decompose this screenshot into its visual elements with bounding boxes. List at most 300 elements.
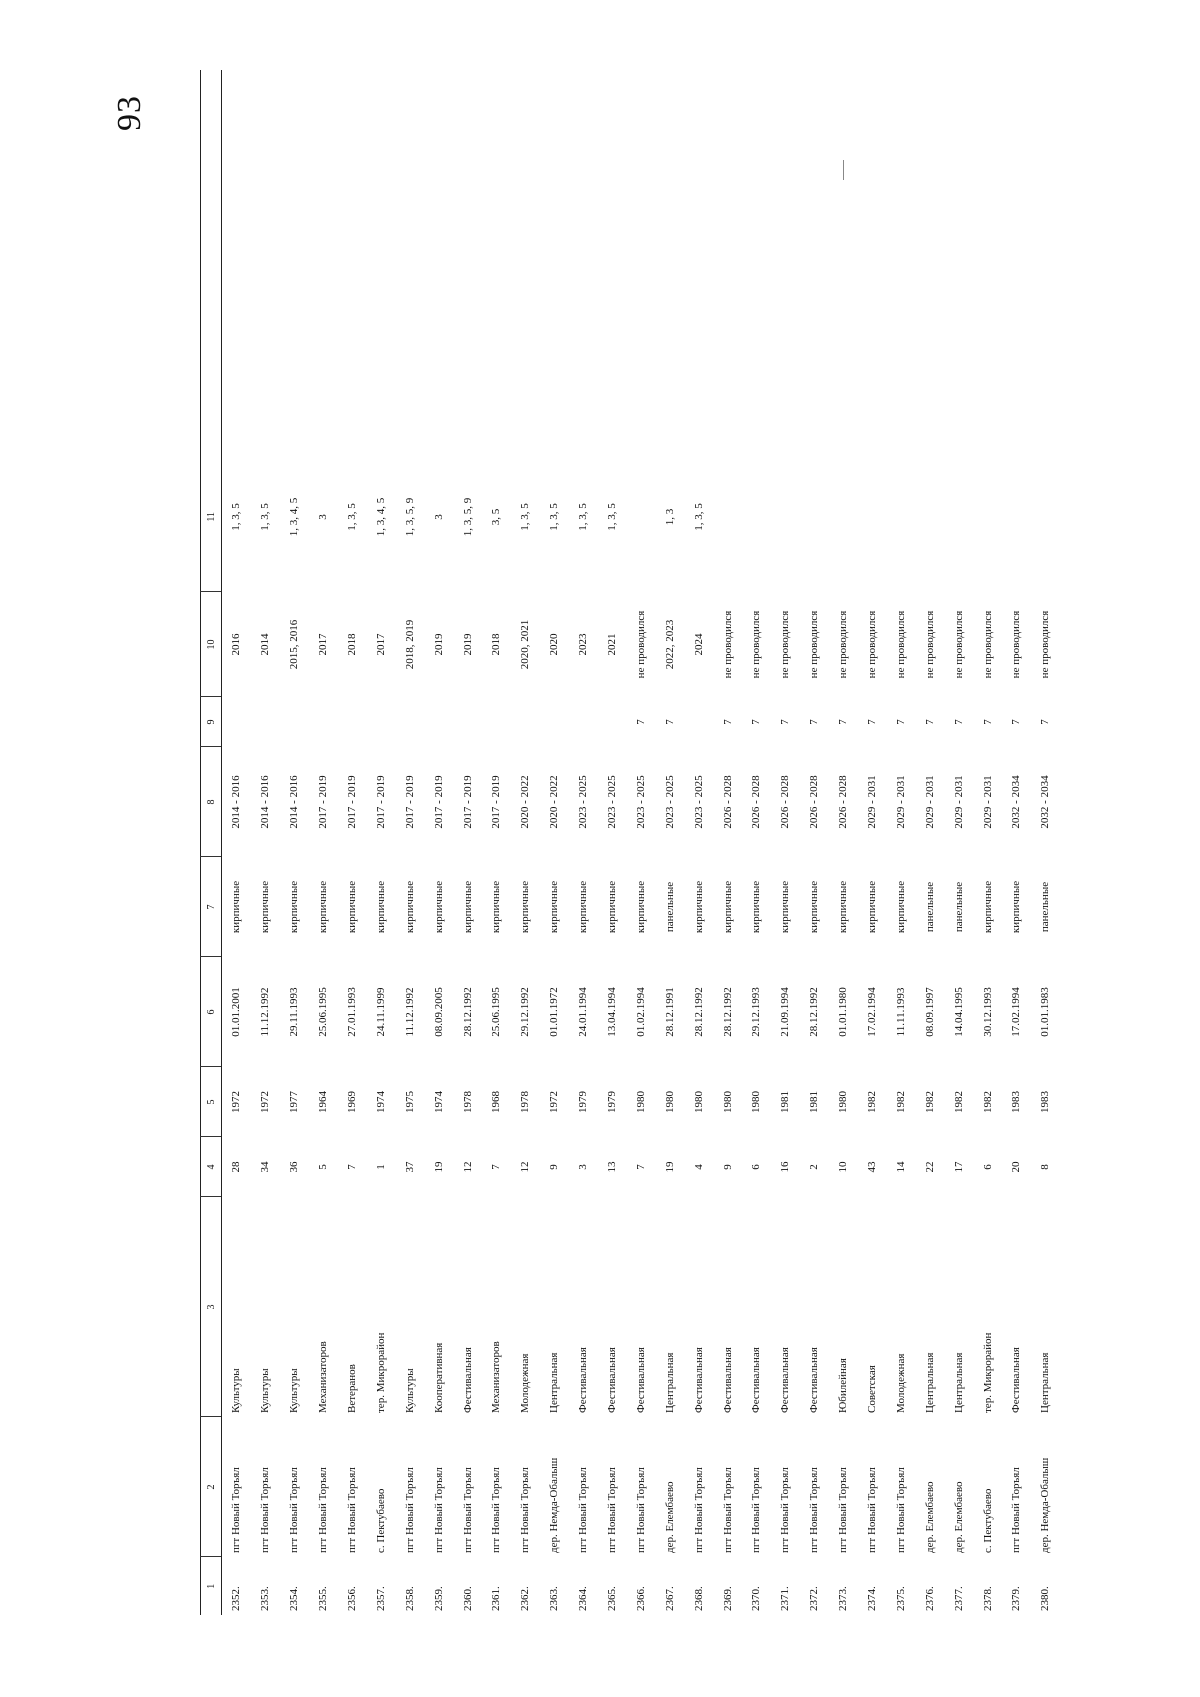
row-number-cell: 2374. bbox=[866, 1586, 879, 1611]
wall-material-cell: кирпичные bbox=[837, 880, 850, 934]
column-11-cell: 1, 3, 5 bbox=[259, 503, 272, 531]
row-number-cell: 2361. bbox=[490, 1586, 503, 1611]
house-number-cell: 8 bbox=[1039, 1164, 1052, 1170]
column-11-cell: 3 bbox=[432, 514, 445, 520]
row-number-cell: 2365. bbox=[606, 1586, 619, 1611]
date-cell: 08.09.2005 bbox=[432, 987, 445, 1037]
period-cell: 2017 - 2019 bbox=[403, 775, 416, 829]
row-number-cell: 2354. bbox=[288, 1586, 301, 1611]
column-11-cell: 1, 3, 5 bbox=[692, 503, 705, 531]
column-10-cell: не проводился bbox=[981, 610, 994, 679]
empty-cell bbox=[944, 70, 973, 442]
build-year-cell: 1972 bbox=[548, 1091, 561, 1113]
column-9-cell: 7 bbox=[808, 719, 821, 725]
column-11-cell: 3 bbox=[317, 514, 330, 520]
wall-material-cell: кирпичные bbox=[981, 880, 994, 934]
empty-cell bbox=[511, 70, 540, 442]
row-number-cell: 2367. bbox=[663, 1586, 676, 1611]
period-cell: 2023 - 2025 bbox=[663, 775, 676, 829]
build-year-cell: 1981 bbox=[808, 1091, 821, 1113]
column-header: 10 bbox=[201, 592, 222, 697]
wall-material-cell: кирпичные bbox=[548, 880, 561, 934]
column-10-cell: 2018, 2019 bbox=[403, 619, 416, 670]
column-9-cell: 7 bbox=[981, 719, 994, 725]
empty-cell bbox=[280, 70, 309, 442]
empty-cell bbox=[540, 70, 569, 442]
row-number-cell: 2363. bbox=[548, 1586, 561, 1611]
empty-cell bbox=[395, 70, 424, 442]
build-year-cell: 1980 bbox=[692, 1091, 705, 1113]
street-cell: Кооперативная bbox=[432, 1342, 445, 1413]
street-cell: Центральная bbox=[548, 1352, 561, 1413]
column-11-cell bbox=[829, 442, 858, 592]
date-cell: 28.12.1992 bbox=[461, 987, 474, 1037]
house-number-cell: 10 bbox=[837, 1161, 850, 1173]
column-11-cell bbox=[742, 442, 771, 592]
street-cell: Центральная bbox=[952, 1352, 965, 1413]
column-9-cell: 7 bbox=[952, 719, 965, 725]
street-cell: Фестивальная bbox=[1010, 1347, 1023, 1413]
column-9-cell: 7 bbox=[1039, 719, 1052, 725]
settlement-cell: пгт Новый Торъял bbox=[403, 1467, 416, 1553]
empty-cell bbox=[569, 70, 598, 442]
date-cell: 24.01.1994 bbox=[577, 987, 590, 1037]
row-number-cell: 2375. bbox=[894, 1586, 907, 1611]
column-10-cell: не проводился bbox=[923, 610, 936, 679]
column-9-cell bbox=[482, 697, 511, 747]
column-11-cell: 3, 5 bbox=[490, 508, 503, 526]
settlement-cell: пгт Новый Торъял bbox=[490, 1467, 503, 1553]
settlement-cell: пгт Новый Торъял bbox=[721, 1467, 734, 1553]
table-row bbox=[713, 70, 742, 1615]
street-cell: Культуры bbox=[403, 1368, 416, 1413]
house-number-cell: 7 bbox=[490, 1164, 503, 1170]
column-10-cell: не проводился bbox=[894, 610, 907, 679]
wall-material-cell: кирпичные bbox=[346, 880, 358, 934]
column-9-cell: 7 bbox=[1010, 719, 1023, 725]
house-number-cell: 22 bbox=[923, 1161, 936, 1173]
wall-material-cell: панельные bbox=[952, 881, 965, 933]
column-header: 1 bbox=[201, 1557, 222, 1615]
wall-material-cell: кирпичные bbox=[317, 880, 330, 934]
settlement-cell: пгт Новый Торъял bbox=[346, 1467, 358, 1553]
street-cell: Культуры bbox=[288, 1368, 301, 1413]
street-cell: Культуры bbox=[230, 1368, 243, 1413]
column-9-cell: 7 bbox=[894, 719, 907, 725]
table-row bbox=[800, 70, 829, 1615]
date-cell: 14.04.1995 bbox=[952, 987, 965, 1037]
column-11-cell bbox=[858, 442, 887, 592]
column-header: 8 bbox=[201, 747, 222, 857]
period-cell: 2029 - 2031 bbox=[866, 775, 879, 829]
column-11-cell: 1, 3, 5, 9 bbox=[403, 497, 416, 537]
date-cell: 11.12.1992 bbox=[259, 987, 272, 1037]
period-cell: 2026 - 2028 bbox=[721, 775, 734, 829]
period-cell: 2026 - 2028 bbox=[808, 775, 821, 829]
settlement-cell: пгт Новый Торъял bbox=[230, 1467, 243, 1553]
table-row bbox=[598, 70, 627, 1615]
settlement-cell: пгт Новый Торъял bbox=[692, 1467, 705, 1553]
wall-material-cell: кирпичные bbox=[490, 880, 503, 934]
period-cell: 2032 - 2034 bbox=[1010, 775, 1023, 829]
date-cell: 28.12.1992 bbox=[692, 987, 705, 1037]
street-cell: Фестивальная bbox=[750, 1347, 763, 1413]
date-cell: 17.02.1994 bbox=[1010, 987, 1023, 1037]
table-row bbox=[366, 70, 395, 1615]
house-number-cell: 13 bbox=[606, 1161, 619, 1173]
row-number-cell: 2368. bbox=[692, 1586, 705, 1611]
column-10-cell: 2018 bbox=[346, 633, 358, 656]
column-10-cell: не проводился bbox=[779, 610, 792, 679]
column-9-cell: 7 bbox=[923, 719, 936, 725]
column-9-cell bbox=[511, 697, 540, 747]
row-number-cell: 2377. bbox=[952, 1586, 965, 1611]
period-cell: 2017 - 2019 bbox=[317, 775, 330, 829]
column-9-cell bbox=[598, 697, 627, 747]
period-cell: 2023 - 2025 bbox=[577, 775, 590, 829]
table-row bbox=[1002, 70, 1031, 1615]
table-row bbox=[511, 70, 540, 1615]
row-number-cell: 2353. bbox=[259, 1586, 272, 1611]
row-number-cell: 2364. bbox=[577, 1586, 590, 1611]
settlement-cell: пгт Новый Торъял bbox=[837, 1467, 850, 1553]
column-11-cell bbox=[915, 442, 944, 592]
column-11-cell bbox=[626, 442, 655, 592]
column-10-cell: 2017 bbox=[374, 633, 387, 656]
row-number-cell: 2380. bbox=[1039, 1586, 1052, 1611]
column-9-cell bbox=[309, 697, 338, 747]
column-11-cell bbox=[1031, 442, 1060, 592]
settlement-cell: пгт Новый Торъял bbox=[288, 1467, 301, 1553]
empty-cell bbox=[222, 70, 251, 442]
settlement-cell: пгт Новый Торъял bbox=[461, 1467, 474, 1553]
street-cell: тер. Микрорайон bbox=[981, 1332, 994, 1413]
empty-cell bbox=[771, 70, 800, 442]
date-cell: 08.09.1997 bbox=[923, 987, 936, 1037]
build-year-cell: 1979 bbox=[606, 1091, 619, 1113]
wall-material-cell: кирпичные bbox=[692, 880, 705, 934]
street-cell: Культуры bbox=[259, 1368, 272, 1413]
column-10-cell: 2022, 2023 bbox=[663, 619, 676, 670]
row-number-cell: 2362. bbox=[519, 1586, 532, 1611]
house-number-cell: 19 bbox=[663, 1161, 676, 1173]
column-9-cell bbox=[395, 697, 424, 747]
row-number-cell: 2371. bbox=[779, 1586, 792, 1611]
column-11-cell: 1, 3, 4, 5 bbox=[288, 497, 301, 537]
table-row bbox=[251, 70, 280, 1615]
column-10-cell: не проводился bbox=[1010, 610, 1023, 679]
settlement-cell: дер. Немда-Обалыш bbox=[1039, 1457, 1052, 1553]
empty-cell bbox=[655, 70, 684, 442]
date-cell: 01.01.1980 bbox=[837, 987, 850, 1037]
house-number-cell: 12 bbox=[461, 1161, 474, 1173]
column-10-cell: 2024 bbox=[692, 633, 705, 656]
period-cell: 2017 - 2019 bbox=[490, 775, 503, 829]
row-number-cell: 2360. bbox=[461, 1586, 474, 1611]
table-row bbox=[886, 70, 915, 1615]
table-row bbox=[684, 70, 713, 1615]
street-cell: Молодежная bbox=[519, 1353, 532, 1413]
build-year-cell: 1968 bbox=[490, 1091, 503, 1113]
date-cell: 24.11.1999 bbox=[374, 987, 387, 1037]
table-row bbox=[973, 70, 1002, 1615]
build-year-cell: 1982 bbox=[952, 1091, 965, 1113]
column-10-cell: 2018 bbox=[490, 633, 503, 656]
column-10-cell: 2017 bbox=[317, 633, 330, 656]
date-cell: 25.06.1995 bbox=[317, 987, 330, 1037]
column-11-cell: 1, 3, 5 bbox=[346, 503, 358, 531]
settlement-cell: пгт Новый Торъял bbox=[750, 1467, 763, 1553]
build-year-cell: 1974 bbox=[374, 1091, 387, 1113]
period-cell: 2014 - 2016 bbox=[259, 775, 272, 829]
row-number-cell: 2359. bbox=[432, 1586, 445, 1611]
period-cell: 2017 - 2019 bbox=[461, 775, 474, 829]
empty-cell bbox=[713, 70, 742, 442]
column-9-cell: 7 bbox=[721, 719, 734, 725]
column-11-cell: 1, 3, 5 bbox=[577, 503, 590, 531]
house-number-cell: 4 bbox=[692, 1164, 705, 1170]
table-row bbox=[395, 70, 424, 1615]
settlement-cell: пгт Новый Торъял bbox=[894, 1467, 907, 1553]
column-header: 9 bbox=[201, 697, 222, 747]
wall-material-cell: панельные bbox=[663, 881, 676, 933]
settlement-cell: пгт Новый Торъял bbox=[259, 1467, 272, 1553]
table-row bbox=[540, 70, 569, 1615]
empty-cell bbox=[1002, 70, 1031, 442]
date-cell: 29.12.1992 bbox=[519, 987, 532, 1037]
column-9-cell bbox=[280, 697, 309, 747]
row-number-cell: 2372. bbox=[808, 1586, 821, 1611]
build-year-cell: 1977 bbox=[288, 1091, 301, 1113]
build-year-cell: 1981 bbox=[779, 1091, 792, 1113]
house-number-cell: 9 bbox=[548, 1164, 561, 1170]
column-11-cell bbox=[800, 442, 829, 592]
settlement-cell: пгт Новый Торъял bbox=[808, 1467, 821, 1553]
table-row bbox=[453, 70, 482, 1615]
settlement-cell: дер. Елембаево bbox=[923, 1481, 936, 1553]
period-cell: 2014 - 2016 bbox=[288, 775, 301, 829]
wall-material-cell: панельные bbox=[1039, 881, 1052, 933]
empty-cell bbox=[366, 70, 395, 442]
row-number-cell: 2376. bbox=[923, 1586, 936, 1611]
empty-cell bbox=[598, 70, 627, 442]
settlement-cell: дер. Елембаево bbox=[663, 1481, 676, 1553]
row-number-cell: 2366. bbox=[634, 1586, 647, 1611]
house-number-cell: 5 bbox=[317, 1164, 330, 1170]
street-cell: Юбилейная bbox=[837, 1358, 850, 1413]
date-cell: 30.12.1993 bbox=[981, 987, 994, 1037]
period-cell: 2017 - 2019 bbox=[374, 775, 387, 829]
settlement-cell: с. Пектубаево bbox=[981, 1488, 994, 1553]
table-row bbox=[944, 70, 973, 1615]
column-10-cell: 2020, 2021 bbox=[519, 619, 532, 670]
house-number-cell: 3 bbox=[577, 1164, 590, 1170]
house-number-cell: 1 bbox=[374, 1164, 387, 1170]
column-9-cell: 7 bbox=[866, 719, 879, 725]
settlement-cell: пгт Новый Торъял bbox=[779, 1467, 792, 1553]
page-number: 93 bbox=[111, 95, 148, 131]
date-cell: 28.12.1991 bbox=[663, 987, 676, 1037]
build-year-cell: 1980 bbox=[721, 1091, 734, 1113]
settlement-cell: пгт Новый Торъял bbox=[432, 1467, 445, 1553]
house-number-cell: 14 bbox=[894, 1161, 907, 1173]
column-9-cell: 7 bbox=[779, 719, 792, 725]
street-cell: Фестивальная bbox=[606, 1347, 619, 1413]
column-11-cell: 1, 3, 5 bbox=[230, 503, 243, 531]
build-year-cell: 1969 bbox=[346, 1091, 358, 1113]
column-header: 6 bbox=[201, 957, 222, 1067]
date-cell: 21.09.1994 bbox=[779, 987, 792, 1037]
column-10-cell: 2020 bbox=[548, 633, 561, 656]
date-cell: 17.02.1994 bbox=[866, 987, 879, 1037]
build-year-cell: 1978 bbox=[461, 1091, 474, 1113]
row-number-cell: 2373. bbox=[837, 1586, 850, 1611]
column-9-cell bbox=[684, 697, 713, 747]
table-body bbox=[222, 70, 1060, 1615]
period-cell: 2026 - 2028 bbox=[750, 775, 763, 829]
build-year-cell: 1982 bbox=[866, 1091, 879, 1113]
empty-cell bbox=[424, 70, 453, 442]
wall-material-cell: кирпичные bbox=[606, 880, 619, 934]
table-row bbox=[1031, 70, 1060, 1615]
build-year-cell: 1980 bbox=[634, 1091, 647, 1113]
column-11-cell: 1, 3, 5 bbox=[519, 503, 532, 531]
row-number-cell: 2355. bbox=[317, 1586, 330, 1611]
column-11-cell bbox=[713, 442, 742, 592]
settlement-cell: дер. Елембаево bbox=[952, 1481, 965, 1553]
column-11-cell: 1, 3, 5, 9 bbox=[461, 497, 474, 537]
wall-material-cell: кирпичные bbox=[808, 880, 821, 934]
period-cell: 2029 - 2031 bbox=[894, 775, 907, 829]
wall-material-cell: кирпичные bbox=[894, 880, 907, 934]
empty-cell bbox=[800, 70, 829, 442]
table-row bbox=[569, 70, 598, 1615]
street-cell: Фестивальная bbox=[634, 1347, 647, 1413]
street-cell: Молодежная bbox=[894, 1353, 907, 1413]
column-header-empty bbox=[201, 70, 222, 442]
period-cell: 2017 - 2019 bbox=[432, 775, 445, 829]
house-number-cell: 34 bbox=[259, 1161, 272, 1173]
wall-material-cell: кирпичные bbox=[721, 880, 734, 934]
house-number-cell: 9 bbox=[721, 1164, 734, 1170]
empty-cell bbox=[858, 70, 887, 442]
build-year-cell: 1982 bbox=[923, 1091, 936, 1113]
wall-material-cell: кирпичные bbox=[634, 880, 647, 934]
row-number-cell: 2370. bbox=[750, 1586, 763, 1611]
wall-material-cell: кирпичные bbox=[403, 880, 416, 934]
date-cell: 01.02.1994 bbox=[634, 987, 647, 1037]
column-9-cell: 7 bbox=[634, 719, 647, 725]
period-cell: 2014 - 2016 bbox=[230, 775, 243, 829]
column-header: 3 bbox=[201, 1197, 222, 1417]
period-cell: 2020 - 2022 bbox=[548, 775, 561, 829]
street-cell: Фестивальная bbox=[692, 1347, 705, 1413]
build-year-cell: 1972 bbox=[230, 1091, 243, 1113]
wall-material-cell: кирпичные bbox=[866, 880, 879, 934]
row-number-cell: 2357. bbox=[374, 1586, 387, 1611]
column-11-cell bbox=[1002, 442, 1031, 592]
build-year-cell: 1982 bbox=[981, 1091, 994, 1113]
house-number-cell: 6 bbox=[750, 1164, 763, 1170]
house-number-cell: 7 bbox=[346, 1164, 358, 1170]
table-row bbox=[222, 70, 251, 1615]
column-11-cell bbox=[973, 442, 1002, 592]
table-row bbox=[915, 70, 944, 1615]
wall-material-cell: кирпичные bbox=[432, 880, 445, 934]
table-row bbox=[424, 70, 453, 1615]
street-cell: Советская bbox=[866, 1365, 879, 1413]
column-9-cell: 7 bbox=[837, 719, 850, 725]
period-cell: 2026 - 2028 bbox=[837, 775, 850, 829]
column-10-cell: не проводился bbox=[952, 610, 965, 679]
date-cell: 29.12.1993 bbox=[750, 987, 763, 1037]
header-row bbox=[201, 70, 222, 1615]
build-year-cell: 1964 bbox=[317, 1091, 330, 1113]
table-row bbox=[655, 70, 684, 1615]
build-year-cell: 1978 bbox=[519, 1091, 532, 1113]
empty-cell bbox=[338, 70, 367, 442]
wall-material-cell: кирпичные bbox=[779, 880, 792, 934]
column-10-cell: не проводился bbox=[808, 610, 821, 679]
period-cell: 2023 - 2025 bbox=[634, 775, 647, 829]
column-9-cell bbox=[338, 697, 367, 747]
wall-material-cell: кирпичные bbox=[519, 880, 532, 934]
column-9-cell bbox=[540, 697, 569, 747]
column-10-cell: 2016 bbox=[230, 633, 243, 656]
build-year-cell: 1972 bbox=[259, 1091, 272, 1113]
settlement-cell: пгт Новый Торъял bbox=[519, 1467, 532, 1553]
street-cell: Механизаторов bbox=[490, 1341, 503, 1413]
date-cell: 11.12.1992 bbox=[403, 987, 416, 1037]
column-header: 7 bbox=[201, 857, 222, 957]
row-number-cell: 2378. bbox=[981, 1586, 994, 1611]
column-9-cell bbox=[222, 697, 251, 747]
period-cell: 2023 - 2025 bbox=[692, 775, 705, 829]
date-cell: 28.12.1992 bbox=[721, 987, 734, 1037]
build-year-cell: 1975 bbox=[403, 1091, 416, 1113]
period-cell: 2029 - 2031 bbox=[923, 775, 936, 829]
rotated-table-container bbox=[200, 70, 1200, 1615]
column-header: 5 bbox=[201, 1067, 222, 1137]
date-cell: 13.04.1994 bbox=[606, 987, 619, 1037]
date-cell: 11.11.1993 bbox=[894, 987, 907, 1037]
settlement-cell: дер. Немда-Обалыш bbox=[548, 1457, 561, 1553]
column-10-cell: 2023 bbox=[577, 633, 590, 656]
table-row bbox=[482, 70, 511, 1615]
settlement-cell: пгт Новый Торъял bbox=[317, 1467, 330, 1553]
column-11-cell bbox=[944, 442, 973, 592]
build-year-cell: 1980 bbox=[663, 1091, 676, 1113]
build-year-cell: 1983 bbox=[1039, 1091, 1052, 1113]
row-number-cell: 2379. bbox=[1010, 1586, 1023, 1611]
date-cell: 25.06.1995 bbox=[490, 987, 503, 1037]
wall-material-cell: кирпичные bbox=[288, 880, 301, 934]
table-row bbox=[858, 70, 887, 1615]
table-row bbox=[280, 70, 309, 1615]
street-cell: Фестивальная bbox=[779, 1347, 792, 1413]
street-cell: Фестивальная bbox=[461, 1347, 474, 1413]
settlement-cell: пгт Новый Торъял bbox=[577, 1467, 590, 1553]
column-10-cell: не проводился bbox=[721, 610, 734, 679]
column-10-cell: 2014 bbox=[259, 633, 272, 656]
column-9-cell bbox=[453, 697, 482, 747]
wall-material-cell: кирпичные bbox=[461, 880, 474, 934]
settlement-cell: пгт Новый Торъял bbox=[634, 1467, 647, 1553]
column-10-cell: 2015, 2016 bbox=[288, 619, 301, 670]
row-number-cell: 2356. bbox=[346, 1586, 358, 1611]
table-row bbox=[626, 70, 655, 1615]
wall-material-cell: кирпичные bbox=[374, 880, 387, 934]
